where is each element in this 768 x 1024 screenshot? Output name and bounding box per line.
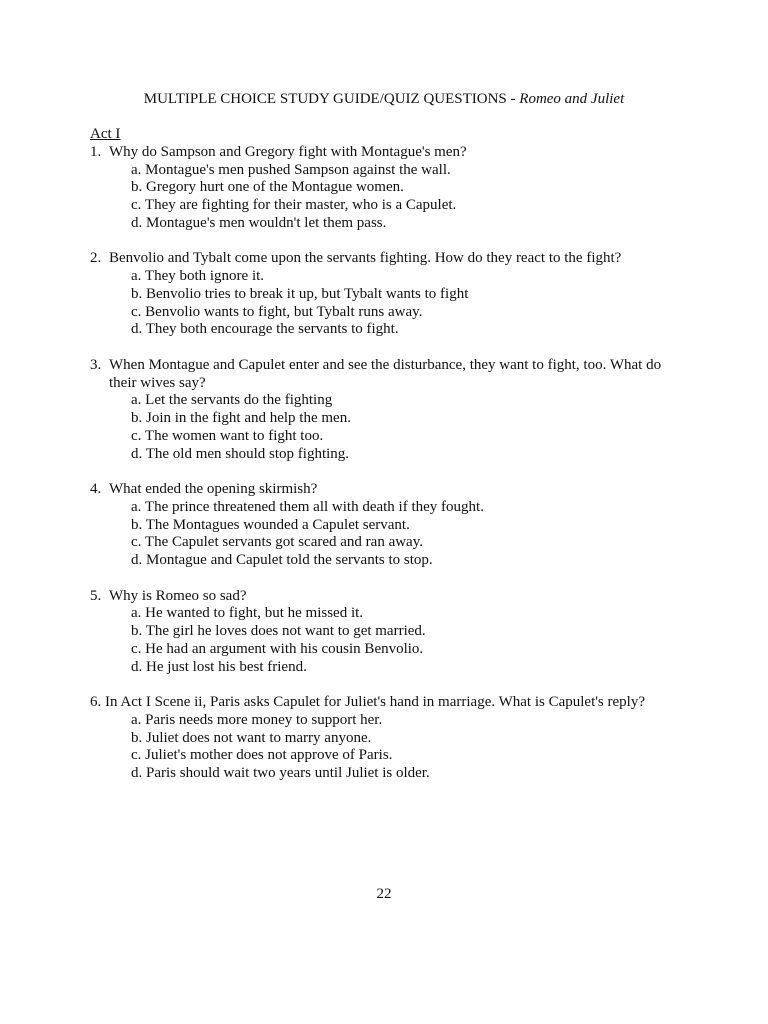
option-a	[90, 268, 750, 286]
option-text: Join in the fight and help the men.	[146, 410, 351, 426]
option-letter: a.	[131, 605, 142, 622]
question-stem	[90, 481, 750, 499]
option-text: The Capulet servants got scared and ran away.	[144, 534, 423, 551]
question-number: 2.	[90, 250, 102, 267]
question-stem	[90, 357, 750, 375]
title-work: Romeo and Juliet	[519, 91, 625, 107]
option-b	[90, 286, 750, 304]
option-b	[90, 410, 750, 428]
question-text: In Act I Scene ii, Paris asks Capulet for Juliet's hand in marriage. What is Capulet's reply?	[105, 694, 645, 710]
option-d	[90, 552, 750, 570]
question-6	[90, 694, 750, 783]
option-letter: d.	[131, 214, 143, 231]
option-b	[90, 179, 750, 197]
option-d	[90, 321, 750, 339]
option-letter: c.	[131, 303, 142, 320]
question-text: When Montague and Capulet enter and see the disturbance, they want to fight, too. What do	[109, 356, 662, 373]
question-5	[90, 588, 750, 677]
option-letter: d.	[131, 658, 143, 675]
option-a	[90, 392, 750, 410]
option-letter: c.	[131, 640, 142, 657]
question-stem	[90, 694, 750, 712]
option-c	[90, 304, 750, 322]
option-c	[90, 428, 750, 446]
question-stem-continued	[90, 375, 750, 393]
option-text: Montague's men wouldn't let them pass.	[146, 214, 387, 231]
option-text: The old men should stop fighting.	[145, 445, 350, 462]
option-letter: d.	[131, 552, 143, 568]
option-letter: a.	[131, 498, 142, 515]
option-text: They both encourage the servants to fight.	[145, 321, 399, 338]
question-text: What ended the opening skirmish?	[109, 481, 318, 497]
option-a	[90, 162, 750, 180]
option-c	[90, 641, 750, 659]
title-text: MULTIPLE CHOICE STUDY GUIDE/QUIZ QUESTIONS -	[143, 91, 516, 107]
option-letter: c.	[131, 747, 142, 764]
option-c	[90, 747, 750, 765]
option-b	[90, 623, 750, 641]
option-b	[90, 517, 750, 535]
option-text: Gregory hurt one of the Montague women.	[146, 179, 404, 196]
question-4	[90, 481, 750, 570]
option-text: The prince threatened them all with death if they fought.	[144, 498, 484, 515]
option-letter: d.	[131, 445, 143, 462]
option-letter: b.	[131, 623, 143, 639]
option-letter: b.	[131, 729, 143, 746]
question-number: 3.	[90, 356, 102, 373]
option-text: He had an argument with his cousin Benvolio.	[145, 640, 424, 657]
option-letter: b.	[131, 285, 143, 302]
option-text: The Montagues wounded a Capulet servant.	[145, 516, 410, 533]
option-text: They both ignore it.	[144, 268, 265, 284]
question-text: Why do Sampson and Gregory fight with Montague's men?	[109, 143, 467, 160]
option-letter: b.	[131, 516, 143, 533]
option-text: The women want to fight too.	[144, 427, 324, 444]
option-letter: b.	[131, 410, 143, 426]
page-number: 22	[376, 886, 392, 902]
option-letter: c.	[131, 534, 142, 551]
quiz-content	[90, 126, 750, 783]
option-b	[90, 730, 750, 748]
question-number: 1.	[90, 143, 102, 160]
option-text: Montague's men pushed Sampson against the wall.	[145, 161, 451, 178]
question-1	[90, 144, 750, 233]
option-d	[90, 446, 750, 464]
section-heading	[90, 126, 750, 144]
question-number: 6.	[90, 694, 102, 710]
option-text: They are fighting for their master, who is a Capulet.	[144, 197, 457, 213]
option-text: The girl he loves does not want to get married.	[145, 623, 426, 639]
question-3	[90, 357, 750, 464]
question-text: Why is Romeo so sad?	[109, 587, 247, 604]
question-text: Benvolio and Tybalt come upon the servants fighting. How do they react to the fight?	[109, 250, 622, 267]
option-text: Juliet's mother does not approve of Paris.	[145, 747, 393, 764]
option-d	[90, 659, 750, 677]
question-number: 5.	[90, 587, 102, 604]
option-text: Paris should wait two years until Juliet is older.	[146, 765, 430, 781]
section-heading-text: Act I	[90, 126, 121, 142]
question-number: 4.	[90, 481, 102, 497]
option-text: He just lost his best friend.	[146, 658, 307, 675]
option-letter: c.	[131, 197, 142, 213]
option-c	[90, 197, 750, 215]
option-d	[90, 215, 750, 233]
question-stem	[90, 250, 750, 268]
question-2	[90, 250, 750, 339]
option-letter: b.	[131, 179, 143, 196]
option-letter: a.	[131, 392, 142, 409]
question-text: their wives say?	[109, 374, 206, 391]
option-letter: a.	[131, 711, 142, 728]
option-text: Let the servants do the fighting	[145, 392, 333, 409]
option-letter: a.	[131, 268, 142, 284]
option-letter: c.	[131, 427, 142, 444]
option-letter: d.	[131, 765, 143, 781]
option-letter: a.	[131, 161, 142, 178]
option-c	[90, 534, 750, 552]
option-text: Juliet does not want to marry anyone.	[146, 729, 372, 746]
question-stem	[90, 588, 750, 606]
option-text: Montague and Capulet told the servants to stop.	[146, 552, 433, 568]
question-stem	[90, 144, 750, 162]
option-text: Paris needs more money to support her.	[145, 711, 383, 728]
option-text: Benvolio wants to fight, but Tybalt runs away.	[145, 303, 423, 320]
option-a	[90, 605, 750, 623]
option-a	[90, 712, 750, 730]
option-d	[90, 765, 750, 783]
option-text: Benvolio tries to break it up, but Tybalt wants to fight	[146, 285, 469, 302]
option-letter: d.	[131, 321, 143, 338]
page-title	[0, 91, 768, 109]
option-text: He wanted to fight, but he missed it.	[145, 605, 364, 622]
option-a	[90, 499, 750, 517]
